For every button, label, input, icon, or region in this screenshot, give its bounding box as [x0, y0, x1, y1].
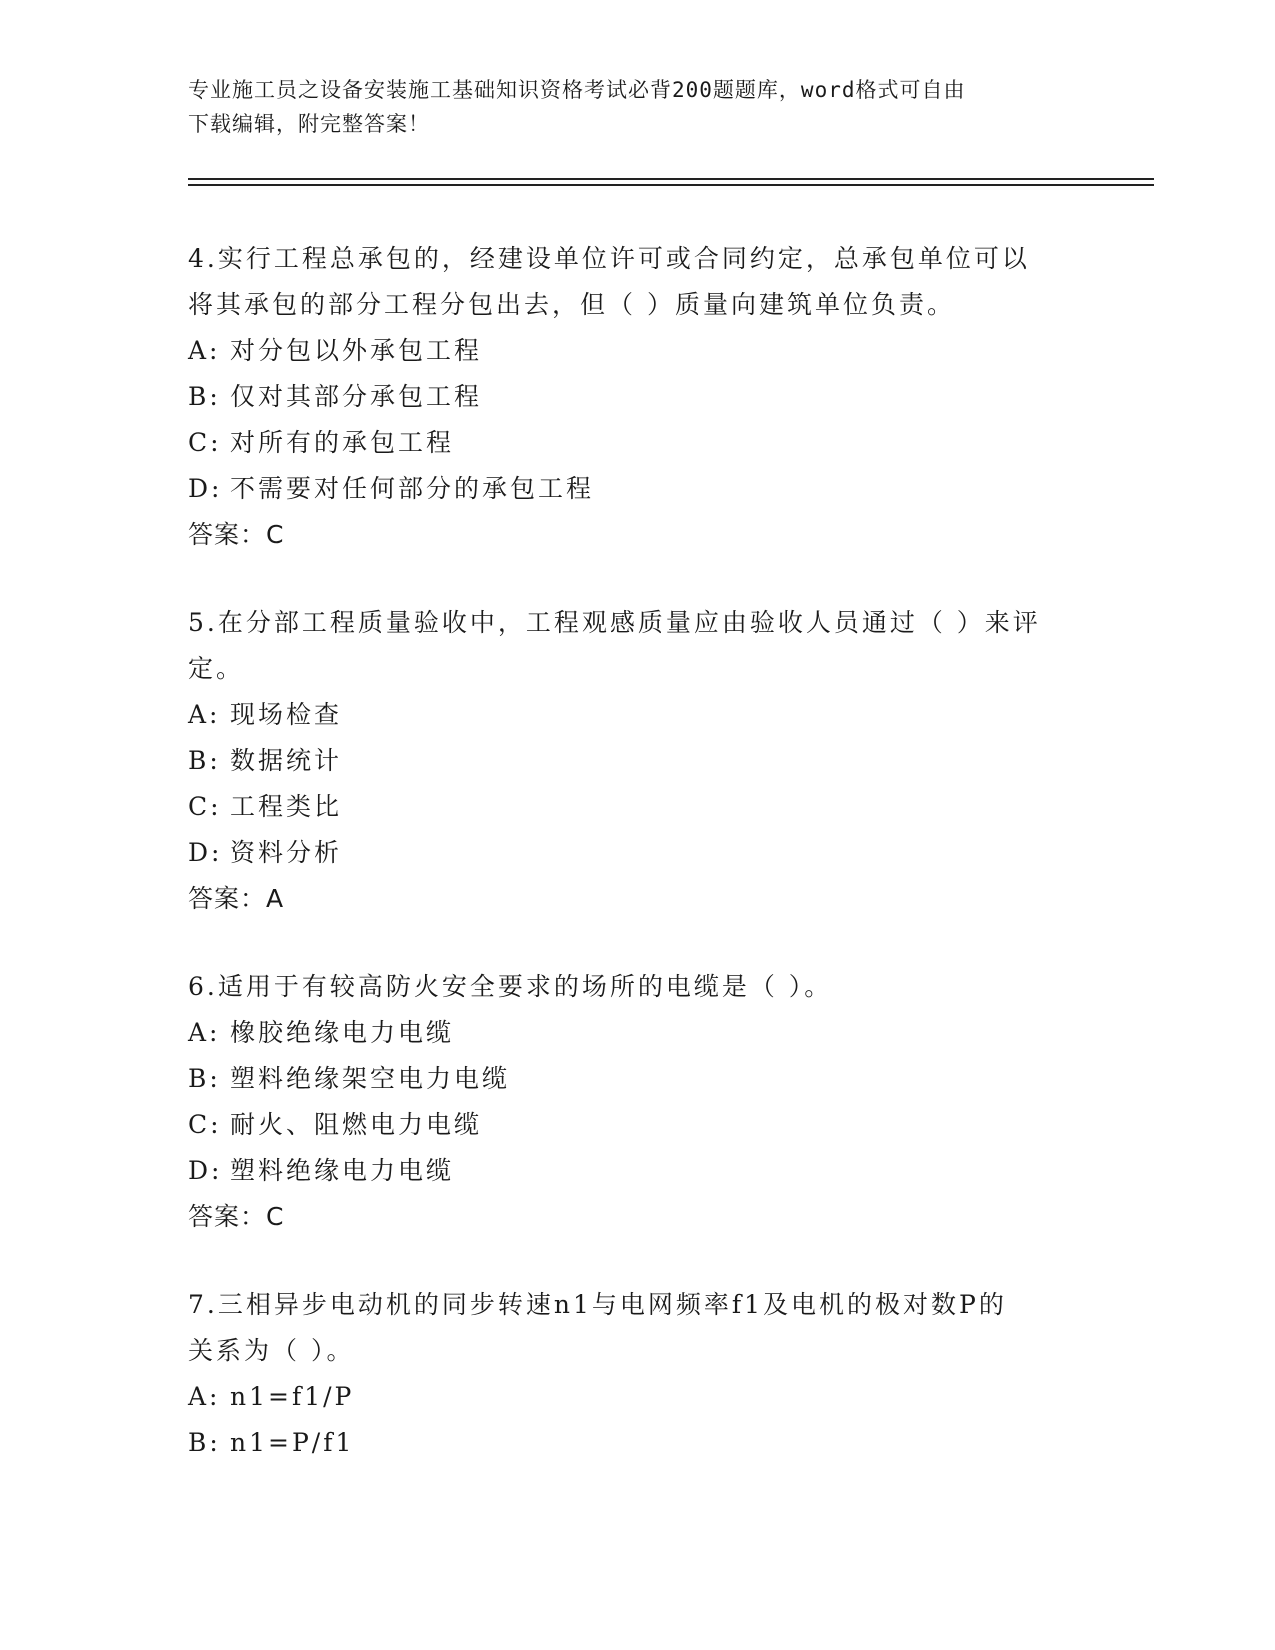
option-a — [188, 1010, 1088, 1056]
option-text: 塑料绝缘架空电力电缆 — [230, 1064, 511, 1093]
question-item — [188, 600, 1088, 922]
option-key: A: — [188, 700, 221, 729]
option-d — [188, 1148, 1088, 1194]
option-key: A: — [188, 336, 221, 365]
option-text: 对所有的承包工程 — [230, 428, 455, 457]
option-b — [188, 1056, 1088, 1102]
option-c — [188, 1102, 1088, 1148]
option-key: D: — [188, 838, 223, 867]
question-item — [188, 236, 1088, 558]
option-text: 工程类比 — [230, 792, 343, 821]
header-divider-top — [188, 178, 1154, 180]
option-key: B: — [188, 1428, 221, 1457]
option-text: 数据统计 — [230, 746, 343, 775]
question-stem-line: 定。 — [188, 654, 245, 683]
option-b — [188, 374, 1088, 420]
option-a — [188, 1374, 1088, 1420]
document-header — [188, 73, 1088, 141]
option-text: 对分包以外承包工程 — [230, 336, 483, 365]
question-stem — [188, 600, 1088, 692]
option-a — [188, 328, 1088, 374]
option-key: B: — [188, 1064, 221, 1093]
header-divider-bottom — [188, 184, 1154, 186]
option-text: 塑料绝缘电力电缆 — [230, 1156, 455, 1185]
question-stem-line: 4.实行工程总承包的，经建设单位许可或合同约定，总承包单位可以 — [188, 244, 1030, 273]
question-stem-line: 7.三相异步电动机的同步转速n1与电网频率f1及电机的极对数P的 — [188, 1290, 1007, 1319]
option-key: C: — [188, 428, 222, 457]
question-stem-line: 5.在分部工程质量验收中，工程观感质量应由验收人员通过（ ）来评 — [188, 608, 1041, 637]
header-line-2: 下载编辑，附完整答案！ — [188, 112, 430, 136]
option-c — [188, 420, 1088, 466]
option-text: 现场检查 — [230, 700, 343, 729]
option-b — [188, 1420, 1088, 1466]
answer-line: 答案：A — [188, 884, 285, 913]
question-stem-line: 关系为（ ）。 — [188, 1336, 355, 1365]
option-b — [188, 738, 1088, 784]
option-key: D: — [188, 474, 223, 503]
question-stem — [188, 1282, 1088, 1374]
question-list — [188, 236, 1088, 1508]
option-text: n1=P/f1 — [230, 1428, 355, 1457]
option-text: 资料分析 — [230, 838, 343, 867]
option-key: B: — [188, 382, 221, 411]
option-key: A: — [188, 1018, 221, 1047]
option-text: 耐火、阻燃电力电缆 — [230, 1110, 483, 1139]
question-stem-line: 6.适用于有较高防火安全要求的场所的电缆是（ ）。 — [188, 972, 833, 1001]
option-text: 不需要对任何部分的承包工程 — [230, 474, 595, 503]
option-key: D: — [188, 1156, 223, 1185]
option-a — [188, 692, 1088, 738]
option-text: n1=f1/P — [230, 1382, 355, 1411]
question-stem — [188, 964, 1088, 1010]
answer-line: 答案：C — [188, 1202, 285, 1231]
option-c — [188, 784, 1088, 830]
header-line-1: 专业施工员之设备安装施工基础知识资格考试必背200题题库，word格式可自由 — [188, 78, 966, 102]
option-key: B: — [188, 746, 221, 775]
question-item — [188, 1282, 1088, 1466]
option-key: C: — [188, 792, 222, 821]
answer-line: 答案：C — [188, 520, 285, 549]
option-d — [188, 830, 1088, 876]
option-key: A: — [188, 1382, 221, 1411]
question-stem-line: 将其承包的部分工程分包出去，但（ ）质量向建筑单位负责。 — [188, 290, 955, 319]
question-item — [188, 964, 1088, 1240]
option-text: 橡胶绝缘电力电缆 — [230, 1018, 455, 1047]
option-key: C: — [188, 1110, 222, 1139]
option-d — [188, 466, 1088, 512]
question-stem — [188, 236, 1088, 328]
option-text: 仅对其部分承包工程 — [230, 382, 483, 411]
